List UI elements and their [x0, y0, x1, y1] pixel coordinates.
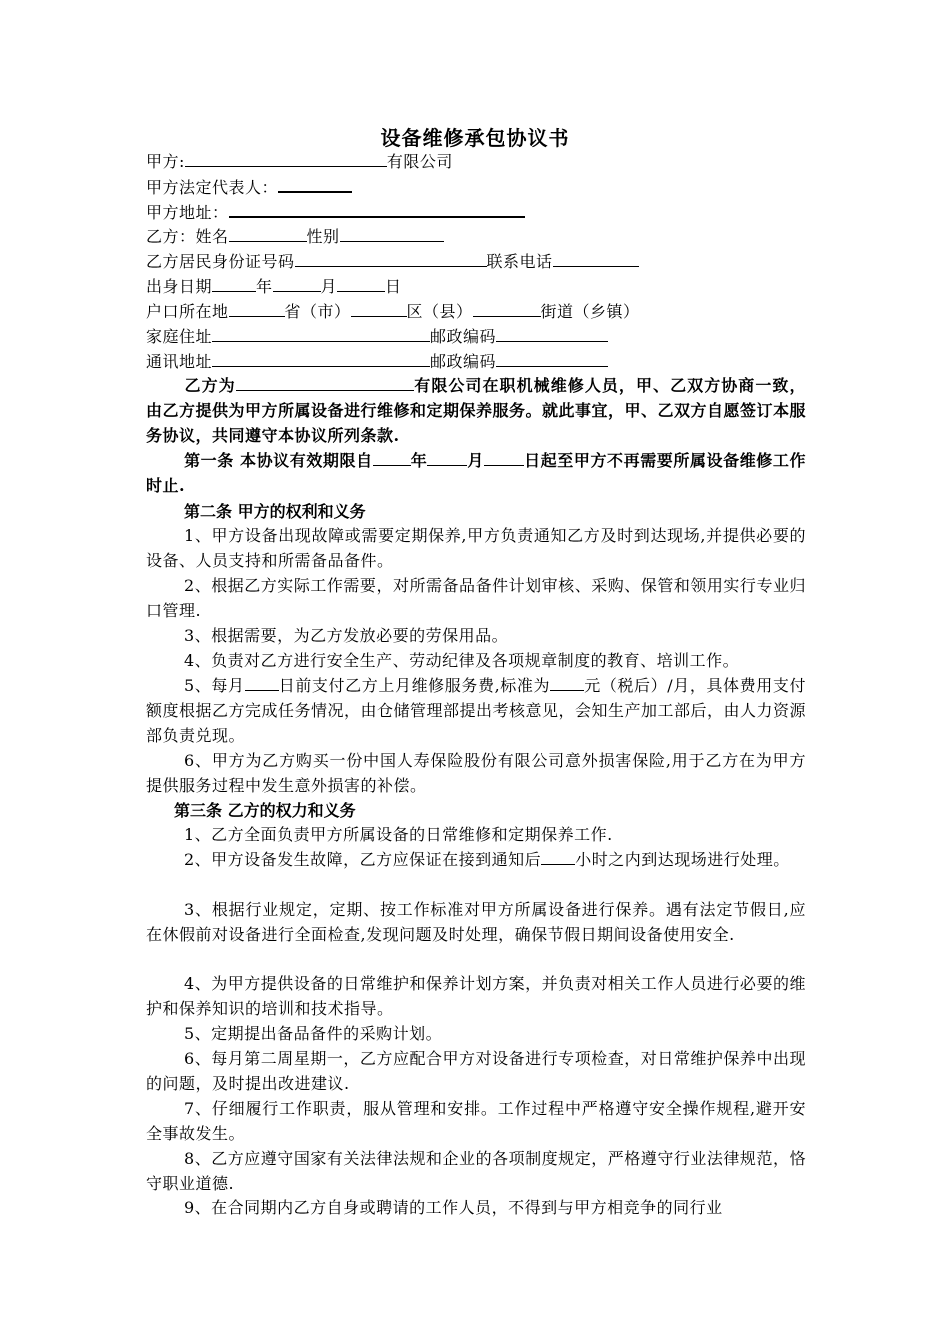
day-label: 日: [385, 277, 402, 296]
phone-label: 联系电话: [486, 252, 553, 271]
article-3-item-8-text: 8、乙方应遵守国家有关法律法规和企业的各项制度规定，严格遵守行业法律规范，恪守职业道德.: [146, 1149, 806, 1193]
street-label: 街道（乡镇）: [540, 302, 640, 321]
postcode-label-2: 邮政编码: [430, 352, 497, 371]
article-1-b: 年: [410, 451, 428, 470]
district-label: 区（县）: [406, 302, 473, 321]
birth-year-blank[interactable]: [212, 277, 256, 292]
legal-rep-line: [146, 177, 352, 198]
party-a-line: [146, 152, 453, 172]
gender-blank[interactable]: [340, 227, 444, 242]
id-line: [146, 252, 639, 272]
address-a-line: [146, 202, 525, 223]
party-b-name-label: 乙方：姓名: [146, 227, 229, 246]
birth-label: 出身日期: [146, 277, 213, 296]
article-2-item-5: [146, 674, 806, 748]
article-1-year-blank[interactable]: [373, 451, 411, 466]
year-label: 年: [256, 277, 273, 296]
home-postcode-blank[interactable]: [496, 327, 608, 342]
article-3-item-4-text: 4、为甲方提供设备的日常维护和保养计划方案，并负责对相关工作人员进行必要的维护和保养知识的培训和技术指导。: [146, 974, 806, 1018]
article-2-item-4: [146, 649, 806, 674]
article-3-item-7-text: 7、仔细履行工作职责，服从管理和安排。工作过程中严格遵守安全操作规程,避开安全事故发生。: [146, 1099, 806, 1143]
article-3-item-2-a: 2、甲方设备发生故障，乙方应保证在接到通知后: [184, 850, 542, 869]
article-1-c: 月: [467, 451, 485, 470]
article-3-item-1: [146, 823, 806, 848]
article-1-day-blank[interactable]: [484, 451, 524, 466]
gender-label: 性别: [306, 227, 340, 246]
article-3-item-3: [146, 898, 806, 948]
article-3-item-8: [146, 1147, 806, 1197]
legal-rep-blank[interactable]: [278, 177, 352, 193]
article-3-item-5-text: 5、定期提出备品备件的采购计划。: [184, 1024, 443, 1043]
article-2-item-3-text: 3、根据需要，为乙方发放必要的劳保用品。: [184, 626, 509, 645]
article-1-a: 第一条 本协议有效期限自: [184, 451, 373, 470]
mail-line: [146, 352, 608, 372]
party-a-label: 甲方:: [146, 152, 185, 171]
province-blank[interactable]: [229, 302, 285, 317]
mail-label: 通讯地址: [146, 352, 213, 371]
hukou-line: [146, 302, 640, 322]
party-a-suffix: 有限公司: [386, 152, 453, 171]
article-2-item-2-text: 2、根据乙方实际工作需要，对所需备品备件计划审核、采购、保管和领用实行专业归口管理.: [146, 576, 806, 620]
article-2-item-3: [146, 624, 806, 649]
month-label: 月: [320, 277, 338, 296]
article-3-item-4: [146, 972, 806, 1022]
document-title: 设备维修承包协议书: [380, 126, 570, 150]
article-3-item-9-text: 9、在合同期内乙方自身或聘请的工作人员，不得到与甲方相竞争的同行业: [184, 1198, 723, 1217]
article-3-heading: 第三条 乙方的权力和义务: [174, 801, 356, 820]
article-3-item-6-text: 6、每月第二周星期一，乙方应配合甲方对设备进行专项检查，对日常维护保养中出现的问题，及时提出改进建议.: [146, 1049, 806, 1093]
postcode-label: 邮政编码: [430, 327, 497, 346]
party-b-line: [146, 227, 444, 247]
fee-blank[interactable]: [550, 676, 584, 691]
id-blank[interactable]: [295, 252, 487, 267]
response-hours-blank[interactable]: [541, 850, 575, 865]
home-blank[interactable]: [212, 327, 430, 342]
article-2-item-4-text: 4、负责对乙方进行安全生产、劳动纪律及各项规章制度的教育、培训工作。: [184, 651, 740, 670]
name-blank[interactable]: [229, 227, 307, 242]
district-blank[interactable]: [351, 302, 407, 317]
home-line: [146, 327, 608, 347]
intro-rest: 有限公司在职机械维修人员，甲、乙双方协商一致，由乙方提供为甲方所属设备进行维修和定期保养服务。就此事宜，甲、乙双方自愿签订本服务协议，共同遵守本协议所列条款.: [146, 376, 807, 445]
birth-line: [146, 277, 402, 297]
hukou-label: 户口所在地: [146, 302, 229, 321]
address-a-blank[interactable]: [229, 202, 525, 218]
article-3-item-2: [146, 848, 806, 873]
article-2-item-5-b: 日前支付乙方上月维修服务费,标准为: [278, 676, 551, 695]
mail-postcode-blank[interactable]: [496, 352, 608, 367]
article-2-item-2: [146, 574, 806, 624]
article-1: [146, 449, 806, 499]
party-a-blank[interactable]: [185, 152, 387, 167]
article-1-d: 日起至甲方不再需要所属设备维修工作时止.: [146, 451, 806, 495]
article-3-item-7: [146, 1097, 806, 1147]
address-a-label: 甲方地址：: [146, 203, 229, 222]
article-2-item-1: [146, 524, 806, 574]
province-label: 省（市）: [284, 302, 351, 321]
article-3-item-1-text: 1、乙方全面负责甲方所属设备的日常维修和定期保养工作.: [184, 825, 613, 844]
article-3-item-6: [146, 1047, 806, 1097]
article-3-item-3-text: 3、根据行业规定，定期、按工作标准对甲方所属设备进行保养。遇有法定节假日,应在休假前对设备进行全面检查,发现问题及时处理，确保节假日期间设备使用安全.: [146, 900, 806, 944]
intro-company-blank[interactable]: [236, 376, 414, 391]
article-2-item-1-text: 1、甲方设备出现故障或需要定期保养,甲方负责通知乙方及时到达现场,并提供必要的设备、人员支持和所需备品备件。: [146, 526, 806, 570]
article-3-item-5: [146, 1022, 806, 1047]
article-3-item-9: [146, 1196, 806, 1221]
legal-rep-label: 甲方法定代表人：: [146, 178, 279, 197]
intro-prefix: 乙方为: [184, 376, 236, 395]
article-1-month-blank[interactable]: [427, 451, 467, 466]
payday-blank[interactable]: [245, 676, 279, 691]
phone-blank[interactable]: [553, 252, 639, 267]
id-label: 乙方居民身份证号码: [146, 252, 295, 271]
article-3-item-2-b: 小时之内到达现场进行处理。: [575, 850, 790, 869]
birth-day-blank[interactable]: [337, 277, 385, 292]
article-2-heading: 第二条 甲方的权利和义务: [184, 502, 366, 521]
article-2-item-5-c: 元（税后）/月，具体费用支付额度根据乙方完成任务情况，由仓储管理部提出考核意见，会知生产加工部后，由人力资源部负责兑现。: [146, 676, 807, 745]
article-2-item-6-text: 6、甲方为乙方购买一份中国人寿保险股份有限公司意外损害保险,用于乙方在为甲方提供服务过程中发生意外损害的补偿。: [146, 751, 806, 795]
article-2-item-6: [146, 749, 806, 799]
home-label: 家庭住址: [146, 327, 213, 346]
street-blank[interactable]: [473, 302, 541, 317]
mail-blank[interactable]: [212, 352, 430, 367]
article-2-item-5-a: 5、每月: [184, 676, 245, 695]
birth-month-blank[interactable]: [273, 277, 321, 292]
intro-paragraph: [146, 374, 806, 448]
